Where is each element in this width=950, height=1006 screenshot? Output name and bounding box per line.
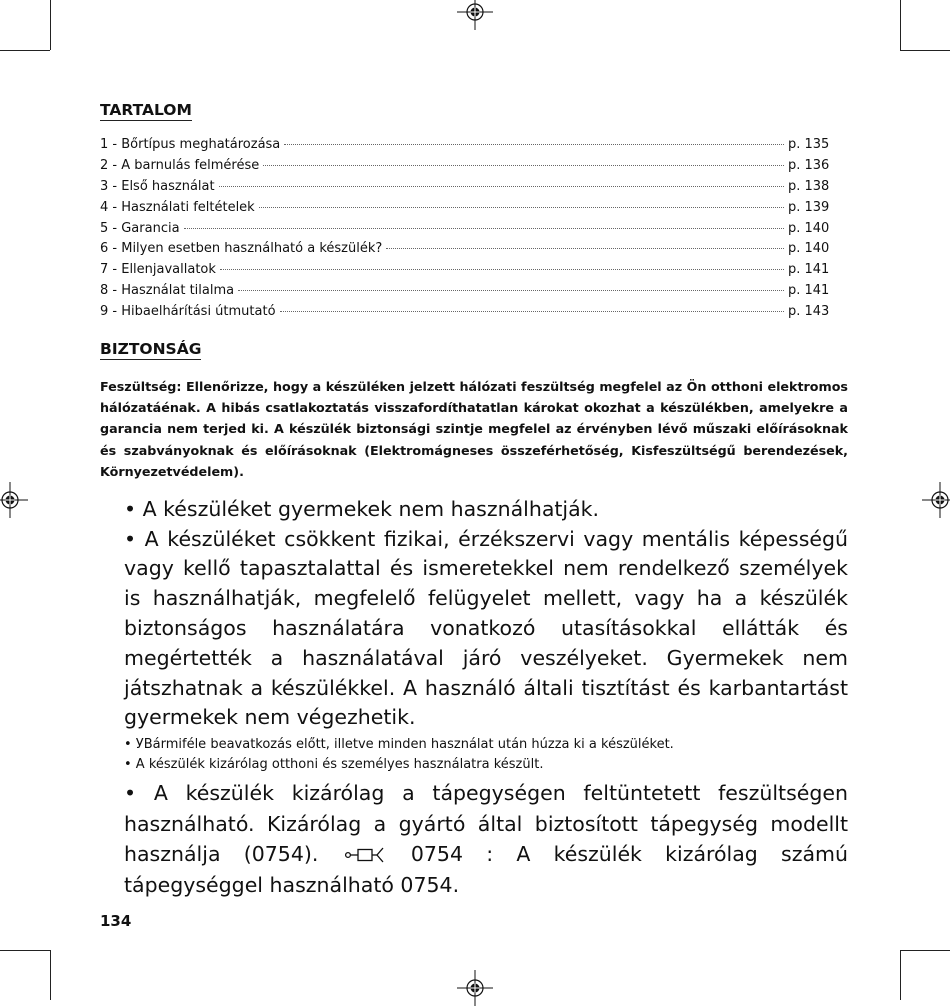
- crop-mark: [900, 950, 901, 1000]
- registration-mark-icon: [457, 970, 493, 1006]
- toc-entry: [100, 198, 848, 219]
- toc-leader-dots: [259, 207, 784, 208]
- toc-entry-label: 5 - Garancia: [100, 220, 180, 236]
- toc-leader-dots: [220, 269, 784, 270]
- toc-entry-label: 9 - Hibaelhárítási útmutató: [100, 304, 276, 320]
- toc-entry-page: p. 143: [788, 304, 830, 320]
- toc-entry-page: p. 140: [788, 220, 830, 236]
- toc-entry-page: p. 141: [788, 283, 830, 299]
- bullet-children: • A készüléket gyermekek nem használhatják.: [124, 496, 600, 521]
- crop-mark: [0, 950, 50, 951]
- toc-entry: [100, 239, 848, 260]
- toc-leader-dots: [280, 311, 784, 312]
- crop-mark: [0, 50, 50, 51]
- crop-mark: [900, 50, 950, 51]
- bullet-power-supply-text: • A készülék kizárólag a tápegységen feltüntetett feszültségen használható. Kizárólag a gyártó által biztosított tápegység modellt használja (0754).: [124, 781, 848, 867]
- toc-leader-dots: [219, 186, 784, 187]
- toc-entry-page: p. 140: [788, 241, 830, 257]
- registration-mark-icon: [457, 0, 493, 30]
- toc-entry: [100, 260, 848, 281]
- safety-heading: BIZTONSÁG: [100, 340, 202, 359]
- crop-mark: [900, 0, 901, 50]
- toc-entry-label: 3 - Első használat: [100, 178, 215, 194]
- toc-list: [100, 135, 848, 323]
- toc-entry: [100, 177, 848, 198]
- toc-entry-label: 4 - Használati feltételek: [100, 199, 255, 215]
- toc-leader-dots: [238, 290, 784, 291]
- bullet-power-supply: [124, 778, 848, 900]
- voltage-warning: Feszültség: Ellenőrizze, hogy a készüléken jelzett hálózati feszültség megfelel az Ön otthoni elektromos hálózatáénak. A hibás csatlakoztatás visszafordíthatatlan károkat okozhat a készülékben, amelyekre a garancia nem terjed ki. A készülék biztonsági szintje megfelel az érvényben lévő műszaki előírásoknak és szabványoknak és előírásoknak (Elektromágneses összeférhetőség, Kisfeszültségű berendezések, Környezetvédelem).: [100, 379, 848, 479]
- bullet-capabilities: • A készüléket csökkent fizikai, érzékszervi vagy mentális képességű vagy kellő tapasztalattal és ismeretekkel nem rendelkező személyek is használhatják, megfelelő felügyelet mellett, vagy ha a készülék biztonságos használatára vonatkozó utasításokkal ellátták és megértették a használatával járó veszélyeket. Gyermekek nem játszhatnak a készülékkel. A használó általi tisztítást és karbantartást gyermekek nem végezhetik.: [124, 526, 848, 730]
- power-supply-connector-icon: [344, 847, 386, 863]
- bullet-power-supply-model-text: 0754 : A készülék kizárólag számú tápegységgel használható 0754.: [124, 842, 848, 897]
- crop-mark: [900, 950, 950, 951]
- toc-leader-dots: [184, 228, 784, 229]
- toc-entry-label: 6 - Milyen esetben használható a készülék?: [100, 241, 383, 257]
- toc-entry: [100, 302, 848, 323]
- toc-entry: [100, 135, 848, 156]
- toc-entry-page: p. 138: [788, 178, 830, 194]
- toc-leader-dots: [386, 248, 784, 249]
- registration-mark-icon: [922, 482, 950, 518]
- toc-entry-label: 7 - Ellenjavallatok: [100, 262, 216, 278]
- registration-mark-icon: [0, 482, 28, 518]
- page-content: [100, 100, 848, 900]
- toc-entry-label: 8 - Használat tilalma: [100, 283, 235, 299]
- toc-entry: [100, 219, 848, 240]
- toc-heading: TARTALOM: [100, 101, 192, 119]
- crop-mark: [50, 950, 51, 1000]
- crop-mark: [50, 0, 51, 50]
- bullet-home-use: • A készülék kizárólag otthoni és személyes használatra készült.: [124, 756, 544, 772]
- toc-leader-dots: [263, 165, 784, 166]
- toc-entry-label: 1 - Bőrtípus meghatározása: [100, 137, 281, 152]
- bullet-unplug: • УBármiféle beavatkozás előtt, illetve minden használat után húzza ki a készüléket.: [124, 737, 674, 753]
- toc-entry: [100, 156, 848, 177]
- toc-entry-label: 2 - A barnulás felmérése: [100, 157, 260, 173]
- toc-entry-page: p. 136: [788, 157, 830, 173]
- toc-leader-dots: [284, 144, 784, 145]
- safety-section: [100, 339, 848, 900]
- toc-entry: [100, 281, 848, 302]
- toc-entry-page: p. 139: [788, 199, 830, 215]
- page-number: 134: [100, 912, 132, 930]
- toc-entry-page: p. 135: [788, 137, 830, 152]
- toc-entry-page: p. 141: [788, 262, 830, 278]
